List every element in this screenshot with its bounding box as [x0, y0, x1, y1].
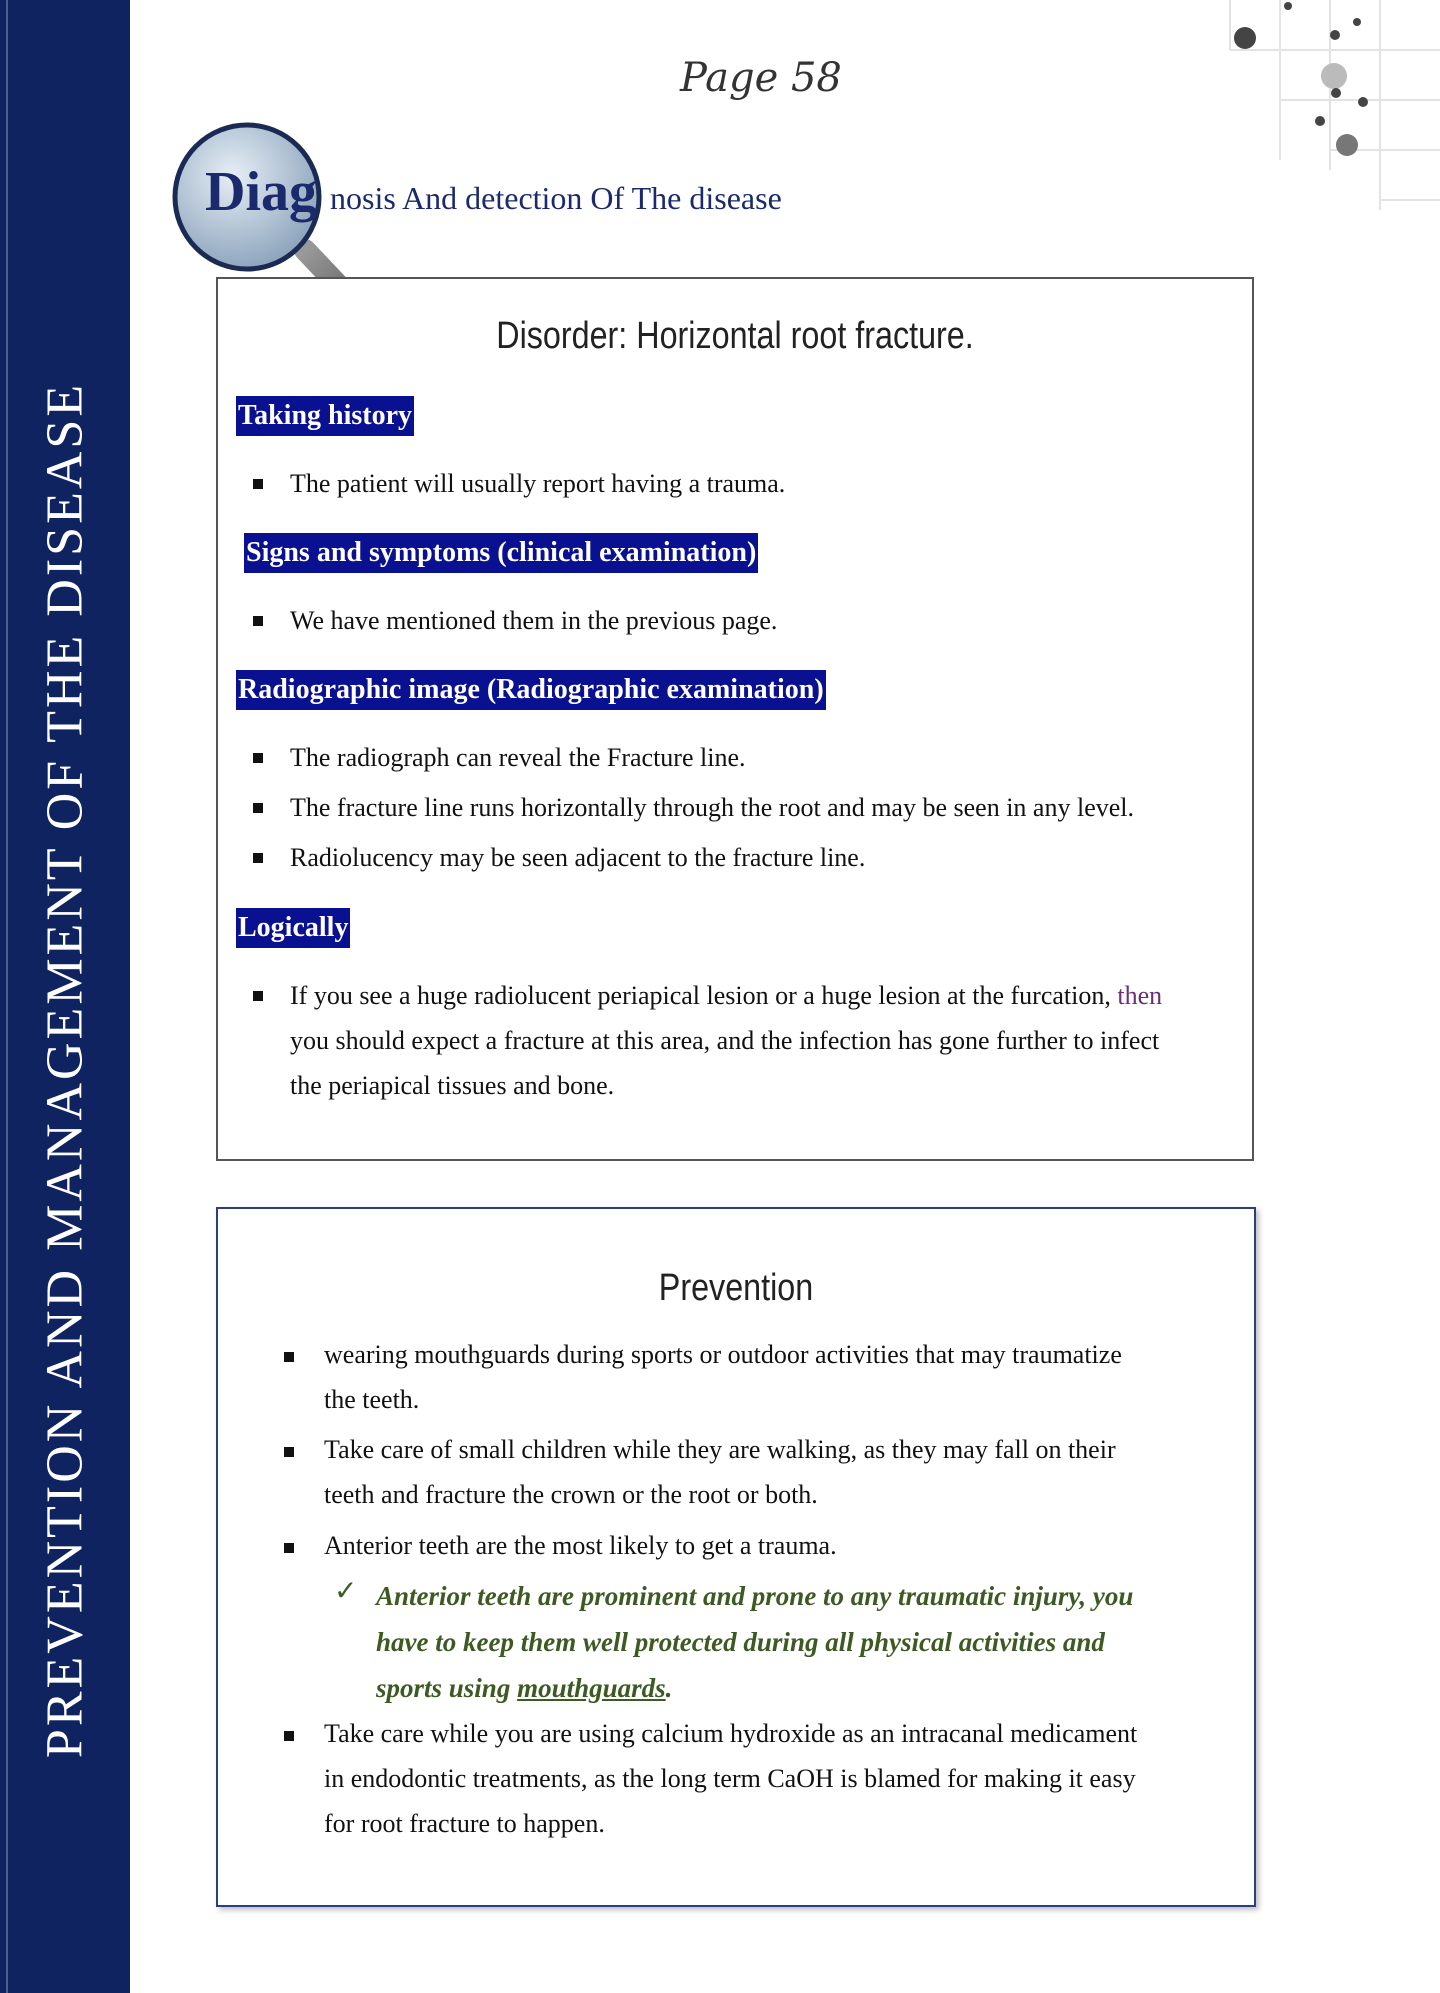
checkmark-icon: ✓	[334, 1576, 358, 1607]
sidebar	[0, 0, 130, 1993]
label-signs-symptoms: Signs and symptoms (clinical examination)	[244, 533, 758, 573]
prevention-item-3: Anterior teeth are the most likely to get a trauma.	[324, 1531, 837, 1560]
decorative-dots	[1210, 0, 1440, 230]
sidebar-title: PREVENTION AND MANAGEMENT OF THE DISEASE	[36, 381, 94, 1759]
label-radiographic: Radiographic image (Radiographic examination)	[236, 670, 826, 710]
logic-line-2: you should expect a fracture at this area, and the infection has gone further to infect	[290, 1026, 1160, 1055]
bullet-icon	[253, 853, 263, 863]
logic-then: then	[1117, 981, 1163, 1010]
prevention-item-4	[324, 1711, 1137, 1846]
note-end: .	[665, 1673, 673, 1703]
title-rest: nosis And detection Of The disease	[330, 180, 782, 216]
logic-line-1: If you see a huge radiolucent periapical lesion or a huge lesion at the furcation,	[290, 981, 1111, 1010]
bullet-icon	[253, 803, 263, 813]
bullet-icon	[284, 1731, 294, 1741]
label-logically: Logically	[236, 908, 350, 948]
prevention-item-2	[324, 1427, 1116, 1517]
label-taking-history: Taking history	[236, 396, 414, 436]
bullet-icon	[284, 1447, 294, 1457]
prevention-item-2-line-1: Take care of small children while they are walking, as they may fall on their	[324, 1435, 1116, 1464]
prevention-item-4-line-1: Take care while you are using calcium hydroxide as an intracanal medicament	[324, 1719, 1138, 1748]
history-item-1: The patient will usually report having a trauma.	[290, 469, 786, 498]
diagnosis-box	[216, 277, 1254, 1161]
radio-item-3: Radiolucency may be seen adjacent to the fracture line.	[290, 843, 866, 872]
note-line-1: Anterior teeth are prominent and prone to any traumatic injury, you	[376, 1581, 1134, 1611]
mouthguards-link[interactable]: mouthguards	[517, 1673, 666, 1703]
prevention-title: Prevention	[658, 1267, 814, 1309]
bullet-icon	[284, 1352, 294, 1362]
signs-item-1: We have mentioned them in the previous page.	[290, 606, 778, 635]
prevention-item-4-line-3: for root fracture to happen.	[324, 1809, 605, 1838]
radio-item-2: The fracture line runs horizontally through the root and may be seen in any level.	[290, 793, 1134, 822]
bullet-icon	[253, 616, 263, 626]
logic-item-1	[290, 973, 1162, 1018]
page-number: Page 58	[680, 55, 842, 101]
radio-item-1: The radiograph can reveal the Fracture line.	[290, 743, 746, 772]
prevention-item-1-line-2: the teeth.	[324, 1385, 420, 1414]
bullet-icon	[253, 753, 263, 763]
logic-line-3: the periapical tissues and bone.	[290, 1071, 615, 1100]
prevention-item-4-line-2: in endodontic treatments, as the long term CaOH is blamed for making it easy	[324, 1764, 1136, 1793]
prevention-box	[216, 1207, 1256, 1907]
note-line-2: have to keep them well protected during all physical activities and	[376, 1627, 1105, 1657]
prevention-item-1-line-1: wearing mouthguards during sports or outdoor activities that may traumatize	[324, 1340, 1122, 1369]
note-line-3-text: sports using	[376, 1673, 511, 1703]
prevention-note	[376, 1573, 1133, 1711]
bullet-icon	[284, 1543, 294, 1553]
disorder-title: Disorder: Horizontal root fracture.	[496, 315, 974, 357]
title-initial: Diag	[205, 161, 317, 223]
note-line-3	[376, 1665, 1133, 1711]
bullet-icon	[253, 991, 263, 1001]
prevention-item-2-line-2: teeth and fracture the crown or the root or both.	[324, 1480, 818, 1509]
prevention-item-1	[324, 1332, 1122, 1422]
sidebar-divider	[6, 0, 8, 1993]
bullet-icon	[253, 479, 263, 489]
